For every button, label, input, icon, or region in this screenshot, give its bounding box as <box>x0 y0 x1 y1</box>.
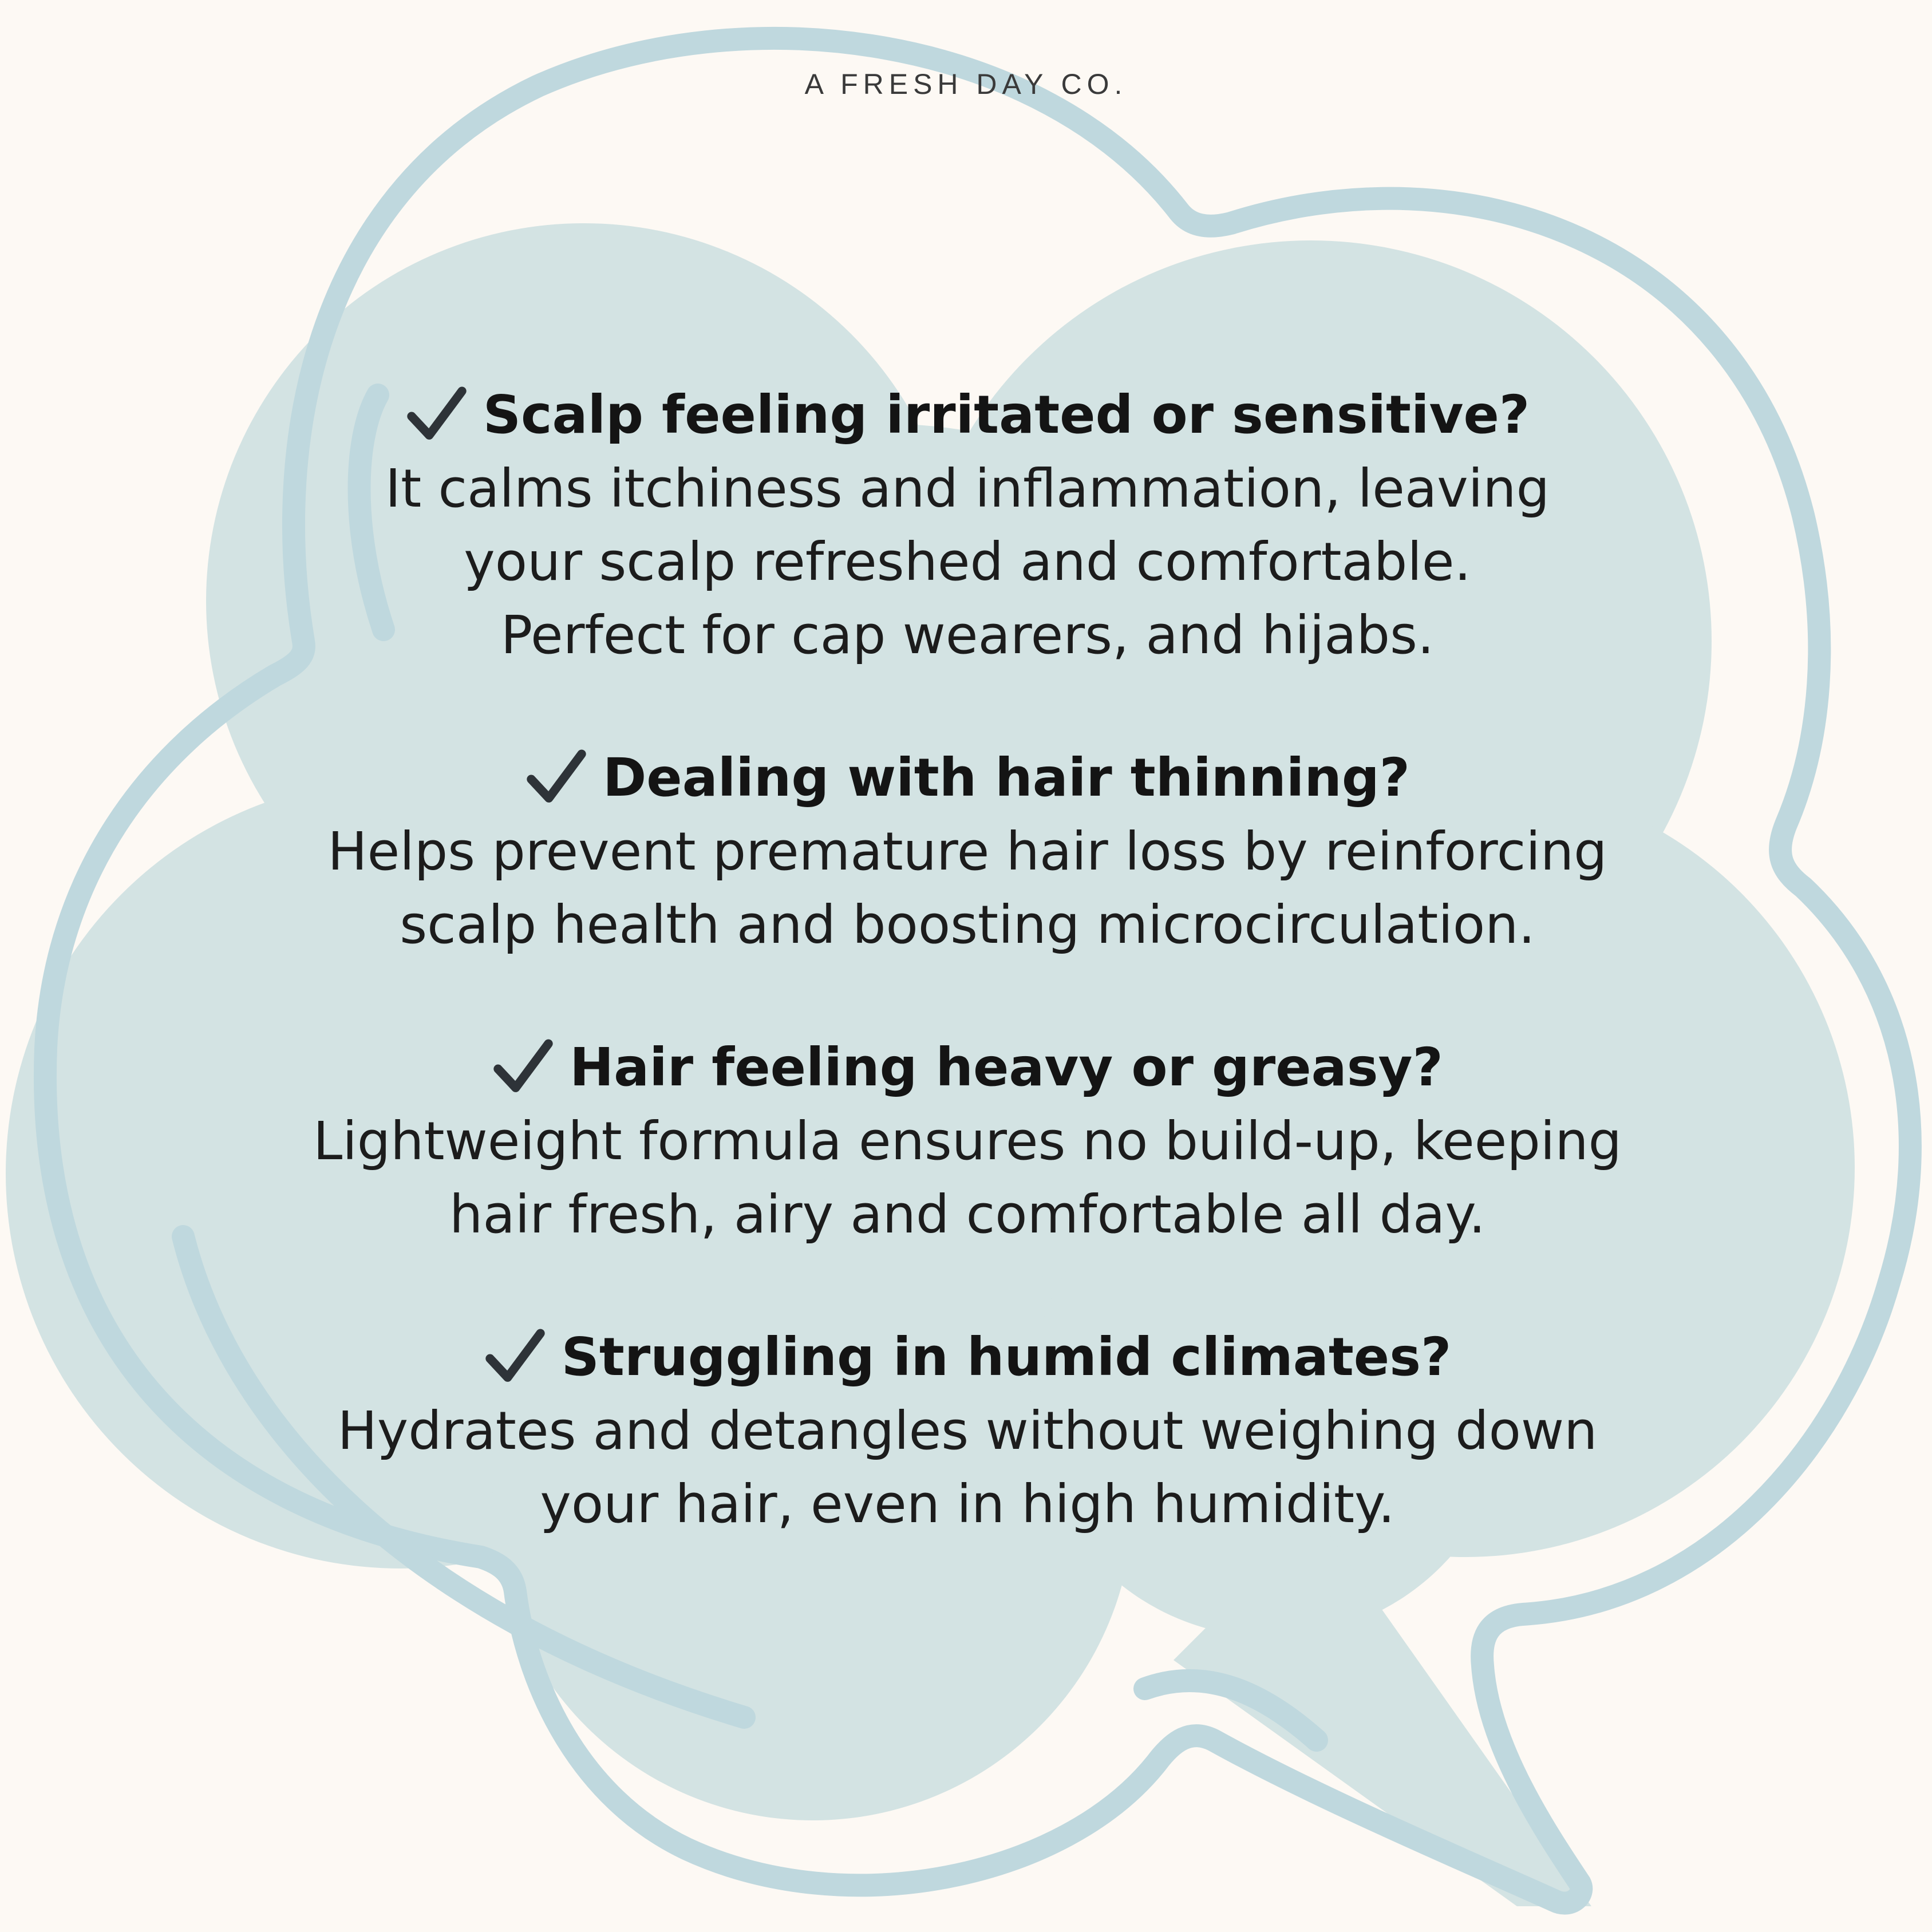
benefit-text-line: your scalp refreshed and comfortable. <box>464 531 1471 592</box>
benefit-text-line: Perfect for cap wearers, and hijabs. <box>500 605 1435 666</box>
benefit-text-line: hair fresh, airy and comfortable all day. <box>449 1184 1485 1245</box>
benefits-list <box>229 378 1706 1610</box>
benefit-item <box>229 741 1706 962</box>
benefit-text-line: your hair, even in high humidity. <box>540 1473 1395 1535</box>
benefit-heading-text: Struggling in humid climates? <box>561 1326 1452 1388</box>
benefit-heading-text: Hair feeling heavy or greasy? <box>570 1037 1443 1098</box>
check-icon <box>525 746 588 809</box>
benefit-heading <box>229 741 1706 815</box>
benefit-text-line: Helps prevent premature hair loss by reinforcing <box>327 821 1607 882</box>
benefit-heading <box>229 378 1706 452</box>
benefit-text-line: Hydrates and detangles without weighing down <box>337 1400 1598 1461</box>
benefit-heading <box>229 1320 1706 1394</box>
benefit-item <box>229 1030 1706 1251</box>
benefit-text-line: scalp health and boosting microcirculation. <box>400 894 1535 955</box>
brand-name: A FRESH DAY CO. <box>804 68 1128 100</box>
check-icon <box>492 1036 555 1099</box>
check-icon <box>484 1326 547 1389</box>
benefit-text-line: Lightweight formula ensures no build-up, keeping <box>313 1111 1622 1172</box>
benefit-heading-text: Dealing with hair thinning? <box>602 747 1411 808</box>
benefit-text-line: It calms itchiness and inflammation, leaving <box>385 458 1550 519</box>
check-icon <box>405 384 468 447</box>
benefit-item <box>229 1320 1706 1541</box>
benefit-heading-text: Scalp feeling irritated or sensitive? <box>483 384 1530 445</box>
benefit-item <box>229 378 1706 672</box>
benefit-heading <box>229 1030 1706 1105</box>
